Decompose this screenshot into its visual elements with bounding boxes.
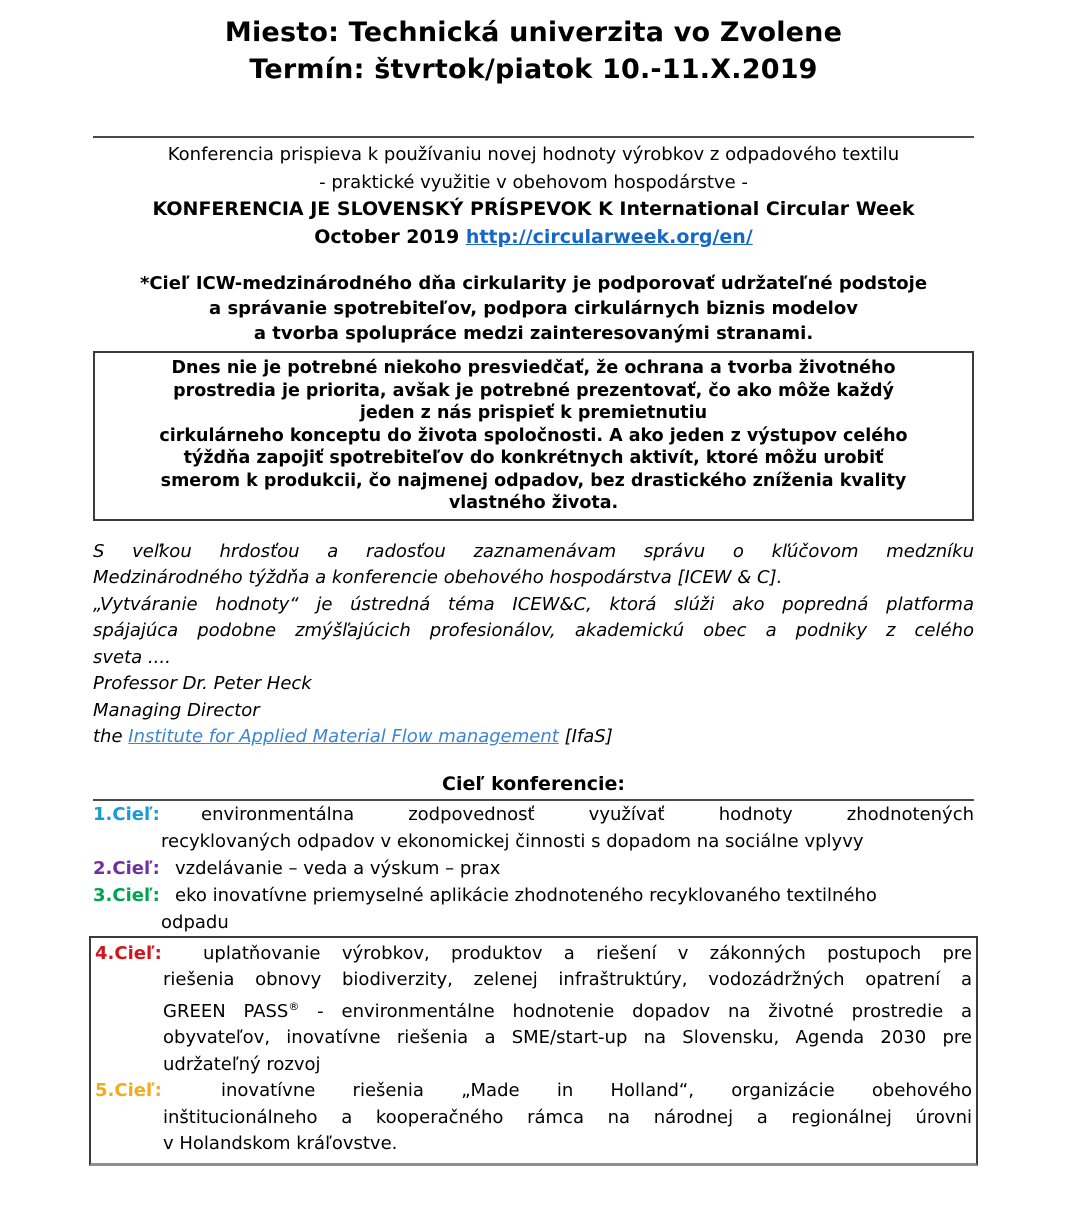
title-date: Termín: štvrtok/piatok 10.-11.X.2019 bbox=[249, 54, 818, 85]
goal-5-line1 bbox=[163, 1078, 972, 1105]
goal-4-line5: udržateľný rozvoj bbox=[163, 1053, 321, 1075]
circularweek-link[interactable]: http://circularweek.org/en/ bbox=[465, 225, 753, 248]
quote-p2-line2: spájajúca podobne zmýšľajúcich profesionálov, akademickú obec a podniky z celého bbox=[93, 620, 974, 641]
tab-spacer bbox=[163, 1095, 221, 1096]
goals-4-5-box bbox=[89, 936, 978, 1166]
goal-3-line1 bbox=[161, 882, 974, 909]
author-name: Professor Dr. Peter Heck bbox=[93, 673, 312, 694]
goal-5-line2: inštitucionálneho a kooperačného rámca na národnej a regionálnej úrovni bbox=[163, 1106, 972, 1128]
quote-p2-line3: sveta .... bbox=[93, 646, 171, 668]
tab-spacer bbox=[161, 900, 175, 901]
statement-line-5: týždňa zapojiť spotrebiteľov do konkrétnych aktivít, ktoré môžu urobiť bbox=[183, 448, 884, 468]
goal-4-text1: uplatňovanie výrobkov, produktov a riešení v zákonných postupoch pre bbox=[203, 942, 972, 964]
goal-5-line3: v Holandskom kráľovstve. bbox=[163, 1133, 398, 1154]
statement-line-3: jeden z nás prispieť k premietnutiu bbox=[359, 403, 708, 423]
goal-1-line2: recyklovaných odpadov v ekonomickej činnosti s dopadom na sociálne vplyvy bbox=[161, 830, 864, 852]
author-role: Managing Director bbox=[93, 699, 260, 721]
page-title bbox=[93, 14, 974, 88]
statement-line-1: Dnes nie je potrebné niekoho presviedčať, že ochrana a tvorba životného bbox=[171, 358, 896, 378]
quote-p1-line1: S veľkou hrdosťou a radosťou zaznamenávam správu o kľúčovom medzníku bbox=[93, 540, 974, 562]
goal-4-text3a: GREEN PASS bbox=[163, 1000, 289, 1022]
intro-link-prefix: October 2019 bbox=[314, 225, 466, 248]
quote-byline bbox=[93, 671, 974, 751]
goal-5-label: 5.Cieľ: bbox=[95, 1080, 162, 1101]
document-page bbox=[0, 14, 1067, 1166]
statement-line-6: smerom k produkcii, čo najmenej odpadov, bez drastického zníženia kvality bbox=[160, 470, 907, 491]
ifas-link[interactable]: Institute for Applied Material Flow management bbox=[128, 726, 559, 747]
goal-4-line3 bbox=[163, 994, 972, 1026]
goal-3-line2: odpadu bbox=[161, 911, 229, 933]
goal-1-line1 bbox=[161, 801, 974, 828]
goal-4-line2: riešenia obnovy biodiverzity, zelenej infraštruktúry, vodozádržných opatrení a bbox=[163, 969, 972, 990]
goal-1-text1: environmentálna zodpovednosť využívať hodnoty zhodnotených bbox=[201, 803, 974, 825]
intro-block bbox=[93, 138, 974, 251]
goal-item-3 bbox=[93, 882, 974, 936]
org-prefix: the bbox=[93, 726, 129, 747]
goals-heading: Cieľ konferencie: bbox=[442, 772, 625, 795]
goal-2-text1: vzdelávanie – veda a výskum – prax bbox=[175, 857, 501, 879]
intro-link-line bbox=[93, 224, 974, 252]
statement-line-4: cirkulárneho konceptu do života spoločnosti. A ako jeden z výstupov celého bbox=[159, 425, 908, 446]
intro-line-2: - praktické využitie v obehovom hospodárstve - bbox=[319, 171, 748, 193]
goal-4-label: 4.Cieľ: bbox=[95, 942, 162, 964]
goal-5-text1: inovatívne riešenia „Made in Holland“, organizácie obehového bbox=[221, 1080, 972, 1101]
registered-trademark-symbol: ® bbox=[288, 999, 300, 1013]
goal-item-1 bbox=[93, 801, 974, 855]
org-suffix: [IfaS] bbox=[558, 726, 613, 747]
goal-item-4 bbox=[95, 941, 972, 1079]
quote-block bbox=[93, 539, 974, 672]
icw-line-1: *Cieľ ICW-medzinárodného dňa cirkularity je podporovať udržateľné podstoje bbox=[139, 273, 928, 294]
title-location: Miesto: Technická univerzita vo Zvolene bbox=[224, 17, 843, 48]
tab-spacer bbox=[163, 958, 203, 959]
author-org-line bbox=[93, 724, 974, 751]
goal-4-line1 bbox=[163, 941, 972, 968]
goal-3-label: 3.Cieľ: bbox=[93, 884, 160, 906]
goal-item-5 bbox=[95, 1078, 972, 1158]
goal-4-text3b: - environmentálne hodnotenie dopadov na životné prostredie a bbox=[299, 1000, 972, 1022]
icw-line-3: a tvorba spolupráce medzi zainteresovanými stranami. bbox=[253, 323, 814, 344]
goal-4-line4: obyvateľov, inovatívne riešenia a SME/start-up na Slovensku, Agenda 2030 pre bbox=[163, 1027, 972, 1048]
icw-goal-paragraph bbox=[93, 271, 974, 346]
goal-1-label: 1.Cieľ: bbox=[93, 803, 160, 825]
icw-line-2: a správanie spotrebiteľov, podpora cirkulárnych biznis modelov bbox=[209, 298, 858, 319]
tab-spacer bbox=[161, 873, 175, 874]
intro-bold-line: KONFERENCIA JE SLOVENSKÝ PRÍSPEVOK K International Circular Week bbox=[152, 198, 915, 220]
intro-line-1: Konferencia prispieva k používaniu novej hodnoty výrobkov z odpadového textilu bbox=[167, 144, 900, 165]
quote-p1-line2: Medzinárodného týždňa a konferencie obehového hospodárstva [ICEW & C]. bbox=[93, 567, 783, 588]
statement-line-7: vlastného života. bbox=[448, 493, 619, 513]
goal-3-text1: eko inovatívne priemyselné aplikácie zhodnoteného recyklovaného textilného bbox=[175, 884, 877, 906]
quote-p2-line1: „Vytváranie hodnoty“ je ústredná téma ICEW&C, ktorá slúži ako popredná platforma bbox=[93, 593, 974, 615]
goal-item-2 bbox=[93, 855, 974, 882]
statement-line-2: prostredia je priorita, avšak je potrebné prezentovať, čo ako môže každý bbox=[173, 380, 894, 401]
tab-spacer bbox=[161, 819, 201, 820]
goal-2-line1 bbox=[161, 855, 974, 882]
statement-box bbox=[93, 351, 974, 521]
goal-2-label: 2.Cieľ: bbox=[93, 857, 160, 879]
